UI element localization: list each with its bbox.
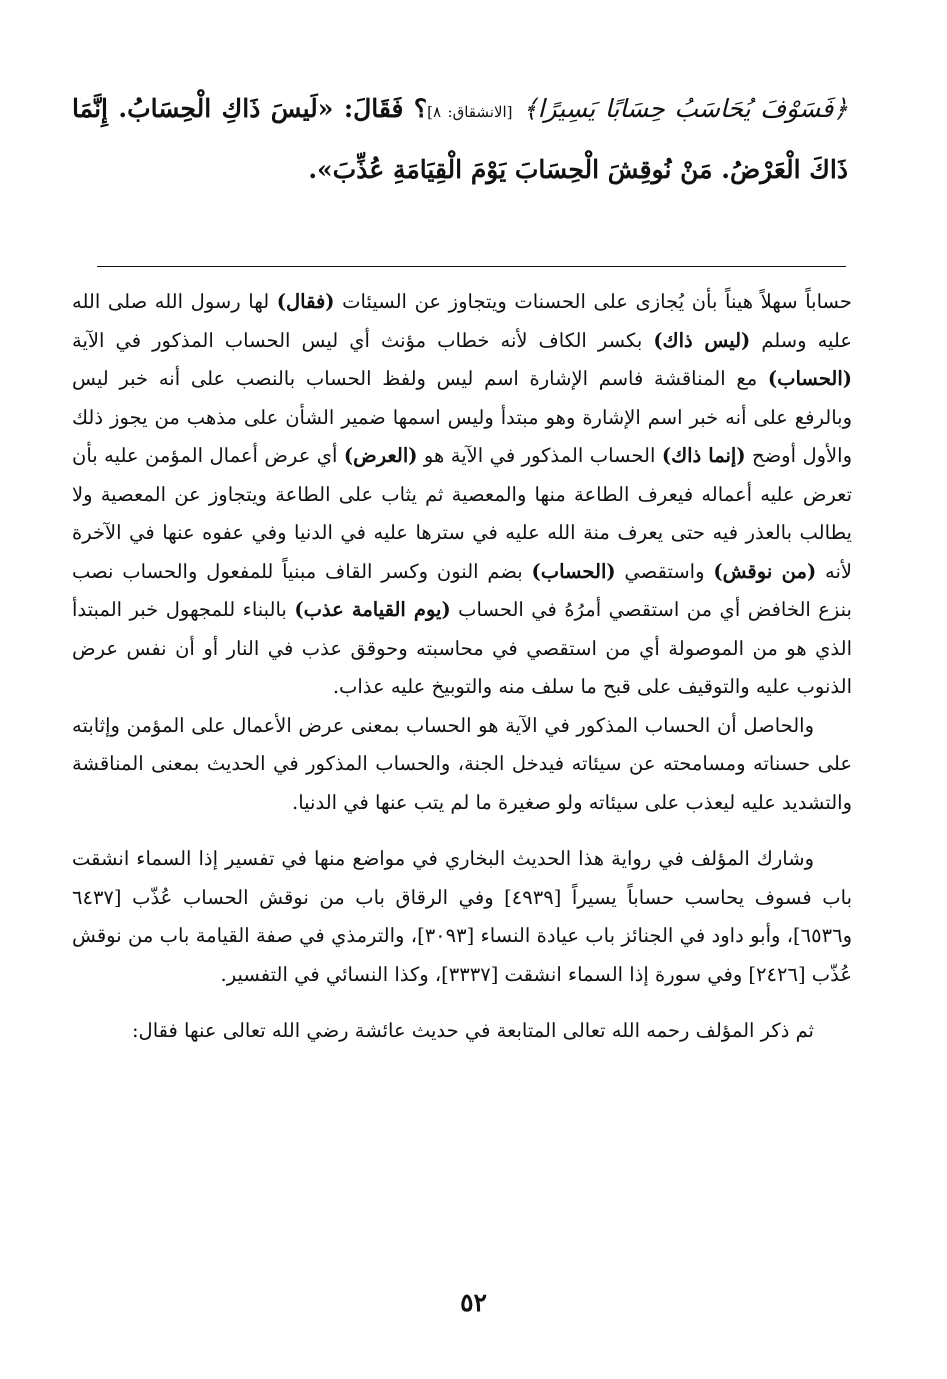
commentary-segment: مع المناقشة فاسم الإشارة اسم ليس ولفظ الحساب بالنصب على أنه خبر ليس وبالرفع على أنه خبر اسم الإشارة وهو مبتدأ وليس اسمها ضمير الشأن على مذهب من يجوز ذلك والأول أوضح (72, 367, 853, 467)
commentary-segment: بكسر الكاف لأنه خطاب مؤنث أي ليس الحساب المذكور في الآية (72, 328, 654, 352)
quran-verse: ﴿فَسَوْفَ يُحَاسَبُ حِسَابًا يَسِيرًا﴾ (522, 94, 849, 123)
commentary-paragraph: وشارك المؤلف في رواية هذا الحديث البخاري في مواضع منها في تفسير إذا السماء انشقت باب فسوف يحاسب حساباً يسيراً [٤٩٣٩] وفي الرقاق باب من نوقش الحساب عُذّب [٦٤٣٧ و٦٥٣٦]، وأبو داود في الجنائز باب عيادة النساء [٣٠٩٣]، والترمذي في صفة القيامة باب من نوقش عُذّب [٢٤٢٦] وفي سورة إذا السماء انشقت [٣٣٣٧]، وكذا النسائي في التفسير. (72, 847, 853, 986)
commentary-segment: الحساب المذكور في الآية هو (417, 444, 662, 467)
quoted-keyword: (الحساب) (531, 559, 616, 583)
quran-reference: [الانشقاق: ٨] (427, 103, 513, 121)
quoted-keyword: (ليس ذاك) (653, 328, 751, 352)
quoted-keyword: (يوم القيامة عذب) (294, 598, 451, 621)
hadith-text (72, 80, 848, 199)
commentary-segment: أي عرض أعمال المؤمن عليه بأن تعرض عليه أعماله فيعرف الطاعة منها والمعصية ثم يثاب على الطاعة ويتجاوز عن المعصية ولا يطالب بالعذر فيه حتى يعرف منة الله عليه في سترها عليه في الدنيا وفي عفوه عنها في الآخرة لأنه (72, 444, 853, 583)
commentary-paragraph: ثم ذكر المؤلف رحمه الله تعالى المتابعة في حديث عائشة رضي الله تعالى عنها فقال: (131, 1019, 814, 1042)
fa-qala: فَقَالَ: (333, 94, 414, 123)
commentary (72, 283, 852, 1051)
commentary-segment: بالبناء للمجهول خبر المبتدأ الذي هو من الموصولة أي من استقصي في محاسبته وحوقق عذب في النار أو أن نفس عرض الذنوب عليه والتوقيف على قبح ما سلف منه والتوبيخ عليه عذاب. (72, 598, 852, 698)
quoted-keyword: (فقال) (276, 290, 335, 313)
quoted-keyword: (الحساب) (767, 367, 852, 390)
footnote-divider (97, 266, 846, 267)
prophet-response: «لَيسَ ذَاكِ الْحِسَابُ. إِنَّمَا ذَاكَ الْعَرْضُ. مَنْ نُوقِشَ الْحِسَابَ يَوْمَ الْقِيَامَةِ عُذِّبَ» (72, 94, 848, 184)
commentary-paragraph (72, 283, 852, 707)
commentary-segment: لها رسول الله صلى الله عليه وسلم (72, 290, 853, 352)
quoted-keyword: (إنما ذاك) (661, 444, 746, 467)
page-number: ٥٢ (460, 1288, 487, 1317)
commentary-segment: واستقصي (615, 559, 714, 583)
commentary-segment: حساباً سهلاً هيناً بأن يُجازى على الحسنات ويتجاوز عن السيئات (334, 290, 852, 313)
quoted-keyword: (من نوقش) (713, 559, 817, 583)
commentary-segment: بضم النون وكسر القاف مبنياً للمفعول والحساب نصب بنزع الخافض أي من استقصي أمرُهُ في الحساب (72, 559, 852, 621)
quoted-keyword: (العرض) (343, 444, 418, 467)
question-mark: ؟ (413, 94, 428, 123)
end-punctuation: . (308, 155, 318, 184)
commentary-paragraph: والحاصل أن الحساب المذكور في الآية هو الحساب بمعنى عرض الأعمال على المؤمن وإثابته على حسناته ومسامحته عن سيئاته فيدخل الجنة، والحساب المذكور في الحديث بمعنى المناقشة والتشديد عليه ليعذب على سيئاته ولو صغيرة ما لم يتب عنها في الدنيا. (72, 713, 852, 814)
